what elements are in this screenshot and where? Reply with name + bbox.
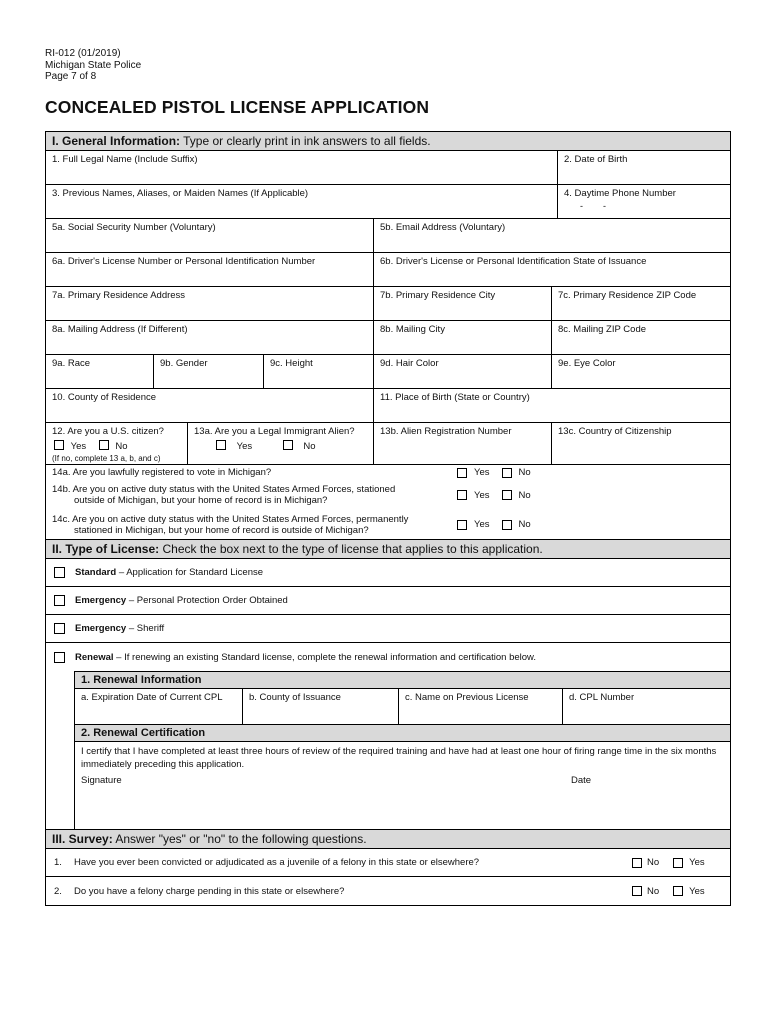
citizen-note: (If no, complete 13 a, b, and c): [52, 454, 161, 463]
row-12: [46, 423, 730, 465]
citizen-no-label: No: [115, 441, 128, 452]
section2-header: [46, 540, 730, 559]
county-field[interactable]: [46, 389, 374, 422]
height-field[interactable]: [264, 355, 374, 388]
renewal-cert-heading: 2. Renewal Certification: [75, 725, 730, 742]
renewal-title: Renewal: [75, 651, 114, 663]
row-5: [46, 219, 730, 253]
citizen-yes-checkbox[interactable]: [54, 440, 64, 450]
renewal-info-heading: 1. Renewal Information: [75, 672, 730, 689]
signature-label: Signature: [81, 775, 122, 786]
immigrant-yes-label: Yes: [236, 441, 253, 452]
citizenship-country-label: 13c. Country of Citizenship: [558, 426, 672, 437]
license-emergency-ppo-row: [46, 587, 730, 615]
previous-names-label: 3. Previous Names, Aliases, or Maiden Names (If Applicable): [52, 188, 309, 199]
section3-heading: III. Survey:: [52, 832, 113, 846]
residence-zip-field[interactable]: [552, 287, 730, 320]
license-number-field[interactable]: [46, 253, 374, 286]
hair-color-field[interactable]: [374, 355, 552, 388]
alien-reg-label: 13b. Alien Registration Number: [380, 426, 512, 437]
section2-instruction: Check the box next to the type of license that applies to this application.: [162, 542, 543, 556]
q2-yes-checkbox[interactable]: [673, 886, 683, 896]
section1-header: [46, 132, 730, 151]
mailing-zip-field[interactable]: [552, 321, 730, 354]
active-duty-in-label-1: 14c. Are you on active duty status with the United States Armed Forces, permanently: [52, 513, 409, 525]
standard-desc: – Application for Standard License: [116, 567, 264, 578]
license-renewal-row: [46, 643, 730, 671]
full-name-label: 1. Full Legal Name (Include Suffix): [52, 154, 198, 165]
vote-label: 14a. Are you lawfully registered to vote in Michigan?: [52, 467, 272, 478]
active-duty-out-label-1: 14b. Are you on active duty status with the United States Armed Forces, stationed: [52, 484, 396, 495]
page-title: CONCEALED PISTOL LICENSE APPLICATION: [45, 97, 430, 117]
q1-yes-checkbox[interactable]: [673, 858, 683, 868]
emergency-sheriff-title: Emergency: [75, 623, 127, 634]
residence-city-field[interactable]: [374, 287, 552, 320]
renewal-cert-row: [75, 742, 730, 829]
email-field[interactable]: [374, 219, 730, 252]
q1-number: 1.: [54, 857, 62, 868]
license-state-label: 6b. Driver's License or Personal Identification State of Issuance: [380, 256, 647, 267]
section3-instruction: Answer "yes" or "no" to the following questions.: [115, 832, 367, 846]
immigrant-field: [188, 423, 374, 464]
license-number-label: 6a. Driver's License Number or Personal Identification Number: [52, 256, 316, 267]
survey-q1-row: [46, 849, 730, 877]
active-duty-in-label-2: stationed in Michigan, but your home of record is outside of Michigan?: [74, 524, 369, 536]
citizen-label: 12. Are you a U.S. citizen?: [52, 426, 164, 437]
previous-names-field[interactable]: [46, 185, 558, 218]
renewal-subsection: [74, 671, 730, 829]
row-3: [46, 185, 730, 219]
row-1: [46, 151, 730, 185]
q1-yes-label: Yes: [689, 857, 705, 868]
vote-no-checkbox[interactable]: [502, 468, 512, 478]
q2-number: 2.: [54, 885, 62, 897]
citizen-yes-label: Yes: [70, 441, 87, 452]
residence-address-label: 7a. Primary Residence Address: [52, 290, 186, 301]
q2-text: Do you have a felony charge pending in this state or elsewhere?: [74, 885, 345, 897]
mailing-address-field[interactable]: [46, 321, 374, 354]
previous-name-label: c. Name on Previous License: [405, 692, 529, 703]
renewal-checkbox[interactable]: [54, 652, 65, 663]
email-label: 5b. Email Address (Voluntary): [380, 222, 506, 233]
citizen-no-checkbox[interactable]: [99, 440, 109, 450]
hair-color-label: 9d. Hair Color: [380, 358, 439, 369]
active-duty-out-label-2: outside of Michigan, but your home of record is in Michigan?: [74, 495, 328, 506]
gender-label: 9b. Gender: [160, 358, 208, 369]
immigrant-no-label: No: [303, 441, 316, 452]
license-emergency-sheriff-row: [46, 615, 730, 643]
vote-no-label: No: [518, 467, 531, 478]
license-state-field[interactable]: [374, 253, 730, 286]
q1-no-label: No: [647, 857, 660, 868]
section2-heading: II. Type of License:: [52, 542, 160, 556]
renewal-desc: – If renewing an existing Standard license, complete the renewal information and certification below.: [113, 651, 537, 663]
form-header: [45, 48, 141, 83]
renewal-info-row: [75, 689, 730, 725]
license-standard-row: [46, 559, 730, 587]
emergency-sheriff-desc: – Sheriff: [126, 623, 165, 634]
previous-name-field[interactable]: [399, 689, 563, 724]
mailing-address-label: 8a. Mailing Address (If Different): [52, 324, 188, 335]
race-field[interactable]: [46, 355, 154, 388]
date-label: Date: [571, 775, 592, 786]
form-id: RI-012 (01/2019): [45, 48, 121, 59]
survey-q2-row: [46, 877, 730, 905]
dob-label: 2. Date of Birth: [564, 154, 628, 165]
eye-color-label: 9e. Eye Color: [558, 358, 616, 369]
race-label: 9a. Race: [52, 358, 91, 369]
ssn-label: 5a. Social Security Number (Voluntary): [52, 222, 216, 233]
standard-title: Standard: [75, 567, 117, 578]
q2-no-label: No: [647, 885, 660, 897]
emergency-sheriff-checkbox[interactable]: [54, 623, 65, 634]
active-duty-in-no-label: No: [518, 519, 531, 530]
section3-header: [46, 829, 730, 849]
mailing-zip-label: 8c. Mailing ZIP Code: [558, 324, 647, 335]
row-9: [46, 355, 730, 389]
vote-yes-checkbox[interactable]: [457, 468, 467, 478]
immigrant-yes-checkbox[interactable]: [216, 440, 226, 450]
alien-reg-field[interactable]: [374, 423, 552, 464]
active-duty-out-yes-checkbox[interactable]: [457, 490, 467, 500]
immigrant-no-checkbox[interactable]: [283, 440, 293, 450]
mailing-city-label: 8b. Mailing City: [380, 324, 445, 335]
residence-zip-label: 7c. Primary Residence ZIP Code: [558, 290, 697, 301]
citizenship-country-field[interactable]: [552, 423, 730, 464]
row-14b: [46, 480, 730, 510]
phone-label: 4. Daytime Phone Number: [564, 188, 676, 199]
agency-name: Michigan State Police: [45, 59, 142, 71]
section1-heading: I. General Information:: [52, 134, 181, 148]
citizen-field: [46, 423, 188, 464]
active-duty-out-no-label: No: [518, 489, 531, 501]
row-8: [46, 321, 730, 355]
active-duty-out-no-checkbox[interactable]: [502, 490, 512, 500]
active-duty-in-yes-checkbox[interactable]: [457, 520, 467, 530]
section1-instruction: Type or clearly print in ink answers to all fields.: [183, 134, 431, 148]
dob-field[interactable]: [558, 151, 730, 184]
birth-place-label: 11. Place of Birth (State or Country): [380, 392, 530, 403]
expiration-date-field[interactable]: [75, 689, 243, 724]
county-label: 10. County of Residence: [52, 392, 157, 403]
q1-text: Have you ever been convicted or adjudicated as a juvenile of a felony in this state or elsewhere?: [74, 857, 480, 868]
cpl-number-field[interactable]: [563, 689, 730, 724]
q1-no-checkbox[interactable]: [632, 858, 642, 868]
expiration-date-label: a. Expiration Date of Current CPL: [81, 692, 223, 703]
cpl-number-label: d. CPL Number: [569, 692, 635, 703]
row-6: [46, 253, 730, 287]
immigrant-label: 13a. Are you a Legal Immigrant Alien?: [194, 426, 355, 437]
emergency-ppo-title: Emergency: [75, 595, 127, 606]
county-issuance-field[interactable]: [243, 689, 399, 724]
birth-place-field[interactable]: [374, 389, 730, 422]
emergency-ppo-desc: – Personal Protection Order Obtained: [126, 595, 288, 606]
mailing-city-field[interactable]: [374, 321, 552, 354]
row-7: [46, 287, 730, 321]
row-14c: [46, 510, 730, 540]
vote-yes-label: Yes: [474, 467, 490, 478]
certification-text: I certify that I have completed at least three hours of review of the required training and have had at least one hour of firing range time in the six months immediately preceding this application.: [81, 746, 717, 770]
row-14a: [46, 465, 730, 480]
residence-address-field[interactable]: [46, 287, 374, 320]
county-issuance-label: b. County of Issuance: [249, 692, 341, 703]
page-number: Page 7 of 8: [45, 71, 97, 82]
application-form: [45, 131, 731, 906]
height-label: 9c. Height: [270, 358, 313, 369]
row-10: [46, 389, 730, 423]
q2-yes-label: Yes: [689, 885, 705, 897]
standard-checkbox[interactable]: [54, 567, 65, 578]
ssn-field[interactable]: [46, 219, 374, 252]
phone-dashes: - -: [580, 201, 606, 211]
gender-field[interactable]: [154, 355, 264, 388]
q2-no-checkbox[interactable]: [632, 886, 642, 896]
active-duty-in-no-checkbox[interactable]: [502, 520, 512, 530]
phone-field[interactable]: [558, 185, 730, 218]
active-duty-out-yes-label: Yes: [474, 489, 490, 501]
full-name-field[interactable]: [46, 151, 558, 184]
emergency-ppo-checkbox[interactable]: [54, 595, 65, 606]
active-duty-in-yes-label: Yes: [474, 519, 490, 530]
residence-city-label: 7b. Primary Residence City: [380, 290, 496, 301]
eye-color-field[interactable]: [552, 355, 730, 388]
